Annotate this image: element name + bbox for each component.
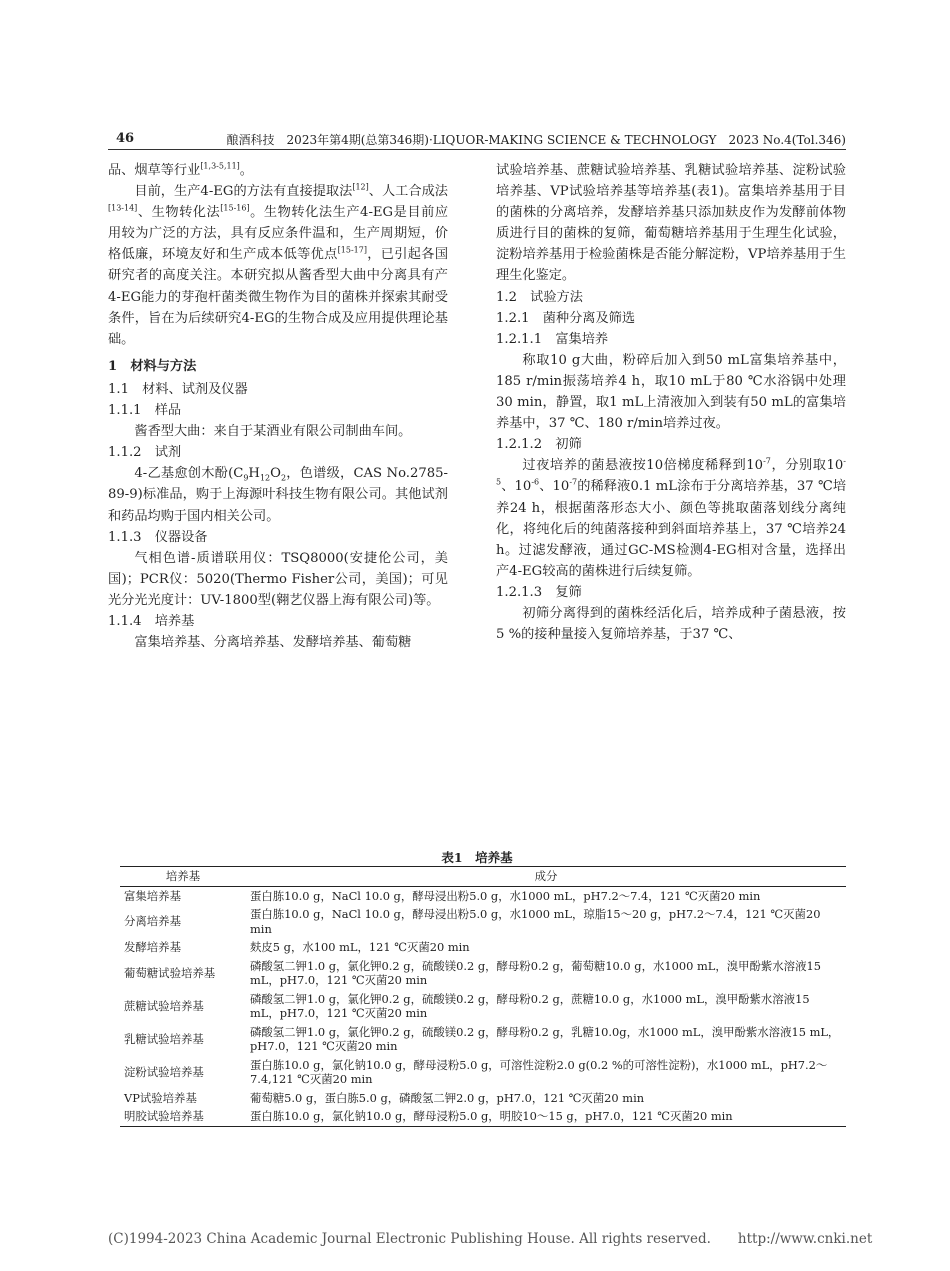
page-number: 46 bbox=[116, 131, 135, 146]
citation: [12] bbox=[352, 182, 369, 192]
medium-name: 蔗糖试验培养基 bbox=[124, 998, 204, 1013]
copyright-footer: (C)1994-2023 China Academic Journal Electronic Publishing House. All rights reserved. http://www.cnki.net bbox=[108, 1231, 873, 1247]
table-row bbox=[120, 1107, 846, 1126]
medium-composition: 磷酸氢二钾1.0 g，氯化钾0.2 g，硫酸镁0.2 g，酵母粉0.2 g，葡萄糖10.0 g，水1000 mL，溴甲酚紫水溶液15 mL，pH7.0，121 ℃灭菌20 min bbox=[250, 958, 821, 987]
paragraph-media-continued: 试验培养基、蔗糖试验培养基、乳糖试验培养基、淀粉试验培养基、VP试验培养基等培养基(表1)。富集培养基用于目的菌株的分离培养，发酵培养基只添加麸皮作为发酵前体物质进行目的菌株的复筛，葡萄糖培养基用于生理生化试验，淀粉培养基用于检验菌株是否能分解淀粉，VP培养基用于生理生化鉴定。 bbox=[496, 163, 846, 284]
column-header: 成分 bbox=[246, 867, 846, 887]
paragraph-rescreen: 初筛分离得到的菌株经活化后，培养成种子菌悬液，按5 %的接种量接入复筛培养基，于37 ℃、 bbox=[496, 605, 846, 643]
subsection-heading: 1.1 材料、试剂及仪器 bbox=[108, 381, 248, 397]
medium-composition: 磷酸氢二钾1.0 g，氯化钾0.2 g，硫酸镁0.2 g，酵母粉0.2 g，蔗糖10.0 g，水1000 mL，溴甲酚紫水溶液15 mL，pH7.0，121 ℃灭菌20 min bbox=[250, 991, 810, 1020]
medium-name: 乳糖试验培养基 bbox=[124, 1031, 204, 1046]
medium-name: 富集培养基 bbox=[124, 888, 181, 903]
table-row bbox=[120, 886, 846, 905]
paragraph-reagent: 4-乙基愈创木酚($C_9H_{12}O_2$，色谱级，CAS No.2785-89-9)标准品，购于上海源叶科技生物有限公司。其他试剂和药品均购于国内相关公司。 bbox=[108, 466, 448, 524]
medium-composition: 葡萄糖5.0 g，蛋白胨5.0 g，磷酸氢二钾2.0 g，pH7.0，121 ℃灭菌20 min bbox=[250, 1090, 645, 1105]
paragraph-media: 富集培养基、分离培养基、发酵培养基、葡萄糖 bbox=[134, 635, 412, 651]
subsubsection-heading: 1.1.2 试剂 bbox=[108, 445, 182, 461]
paragraph-instrument: 气相色谱-质谱联用仪：TSQ8000(安捷伦公司，美国)；PCR仪：5020(Thermo Fisher公司，美国)；可见光分光光度计：UV-1800型(翱艺仪器上海有限公司)等。 bbox=[108, 550, 448, 608]
table-row bbox=[120, 1056, 846, 1089]
citation: [15-16] bbox=[220, 203, 250, 213]
medium-composition: 蛋白胨10.0 g，NaCl 10.0 g，酵母浸出粉5.0 g，水1000 mL，琼脂15～20 g，pH7.2～7.4，121 ℃灭菌20 min bbox=[250, 907, 821, 936]
subsubsection-heading: 1.1.3 仪器设备 bbox=[108, 529, 208, 545]
subsubsubsection-heading: 1.2.1.1 富集培养 bbox=[496, 331, 609, 347]
table-row bbox=[120, 905, 846, 938]
paragraph-primary-screen: 过夜培养的菌悬液按10倍梯度稀释到$10^{-7}$，分别取$10^{-5}$、$10^{-6}$、$10^{-7}$的稀释液0.1 mL涂布于分离培养基，37 ℃培养24 h，根据菌落形态大小、颜色等挑取菌落划线分离纯化，将纯化后的纯菌落接种到斜面培养基上，37 ℃培养24 h。过滤发酵液，通过GC-MS检测4-EG相对含量，选择出产4-EG较高的菌株进行后续复筛。 bbox=[496, 456, 847, 579]
right-column bbox=[496, 160, 846, 645]
table-header-row bbox=[120, 867, 846, 887]
subsubsection-heading: 1.1.1 样品 bbox=[108, 403, 182, 419]
medium-composition: 蛋白胨10.0 g，氯化钠10.0 g，酵母浸粉5.0 g，可溶性淀粉2.0 g(0.2 %的可溶性淀粉)，水1000 mL，pH7.2～7.4,121 ℃灭菌20 min bbox=[250, 1057, 828, 1086]
subsubsubsection-heading: 1.2.1.2 初筛 bbox=[496, 437, 582, 453]
medium-name: 分离培养基 bbox=[124, 914, 181, 929]
subsection-heading: 1.2 试验方法 bbox=[496, 289, 583, 305]
media-table bbox=[120, 866, 846, 1127]
running-header bbox=[108, 131, 846, 150]
medium-composition: 磷酸氢二钾1.0 g，氯化钾0.2 g，硫酸镁0.2 g，酵母粉0.2 g，乳糖10.0g，水1000 mL，溴甲酚紫水溶液15 mL，pH7.0，121 ℃灭菌20 min bbox=[250, 1024, 840, 1053]
citation: [15-17] bbox=[337, 245, 367, 255]
table-row bbox=[120, 990, 846, 1023]
medium-composition: 蛋白胨10.0 g，氯化钠10.0 g，酵母浸粉5.0 g，明胶10～15 g，pH7.0，121 ℃灭菌20 min bbox=[250, 1109, 733, 1123]
journal-title: 酿酒科技 2023年第4期(总第346期)·LIQUOR-MAKING SCIENCE & TECHNOLOGY 2023 No.4(Tol.346) bbox=[226, 133, 846, 147]
paragraph-production-methods: 目前，生产4-EG的方法有直接提取法[12]、人工合成法[13-14]、生物转化法[15-16]。生物转化法生产4-EG是目前应用较为广泛的方法，具有反应条件温和，生产周期短，价格低廉，环境友好和生产成本低等优点[15-17]，已引起各国研究者的高度关注。本研究拟从酱香型大曲中分离具有产4-EG能力的芽孢杆菌类微生物作为目的菌株并探索其耐受条件，旨在为后续研究4-EG的生物合成及应用提供理论基础。 bbox=[108, 182, 449, 347]
subsubsection-heading: 1.1.4 培养基 bbox=[108, 613, 195, 629]
table-row bbox=[120, 1089, 846, 1108]
section-heading: 1 材料与方法 bbox=[108, 358, 197, 374]
paragraph-enrichment: 称取10 g大曲，粉碎后加入到50 mL富集培养基中，185 r/min振荡培养4 h，取10 mL于80 ℃水浴锅中处理30 min，静置，取1 mL上清液加入到装有50 mL的富集培养基中，37 ℃、180 r/min培养过夜。 bbox=[496, 352, 846, 432]
left-column bbox=[108, 160, 448, 653]
medium-composition: 蛋白胨10.0 g，NaCl 10.0 g，酵母浸出粉5.0 g，水1000 mL，pH7.2～7.4，121 ℃灭菌20 min bbox=[250, 888, 761, 903]
medium-name: 发酵培养基 bbox=[124, 940, 181, 954]
table-title: 表1 培养基 bbox=[441, 850, 513, 865]
citation: [1,3-5,11] bbox=[200, 161, 240, 171]
table-row bbox=[120, 957, 846, 990]
table-row bbox=[120, 1023, 846, 1056]
paragraph-continuation: 品、烟草等行业[1,3-5,11]。 bbox=[108, 161, 253, 178]
column-header: 培养基 bbox=[120, 867, 246, 887]
medium-name: VP试验培养基 bbox=[124, 1090, 197, 1105]
medium-name: 葡萄糖试验培养基 bbox=[124, 965, 216, 980]
table-row bbox=[120, 938, 846, 957]
subsubsubsection-heading: 1.2.1.3 复筛 bbox=[496, 584, 582, 600]
medium-name: 淀粉试验培养基 bbox=[124, 1064, 204, 1079]
medium-name: 明胶试验培养基 bbox=[124, 1109, 204, 1123]
citation: [13-14] bbox=[108, 203, 138, 213]
subsubsection-heading: 1.2.1 菌种分离及筛选 bbox=[496, 310, 636, 326]
paragraph-sample: 酱香型大曲：来自于某酒业有限公司制曲车间。 bbox=[134, 424, 412, 440]
medium-composition: 麸皮5 g，水100 mL，121 ℃灭菌20 min bbox=[250, 940, 470, 954]
